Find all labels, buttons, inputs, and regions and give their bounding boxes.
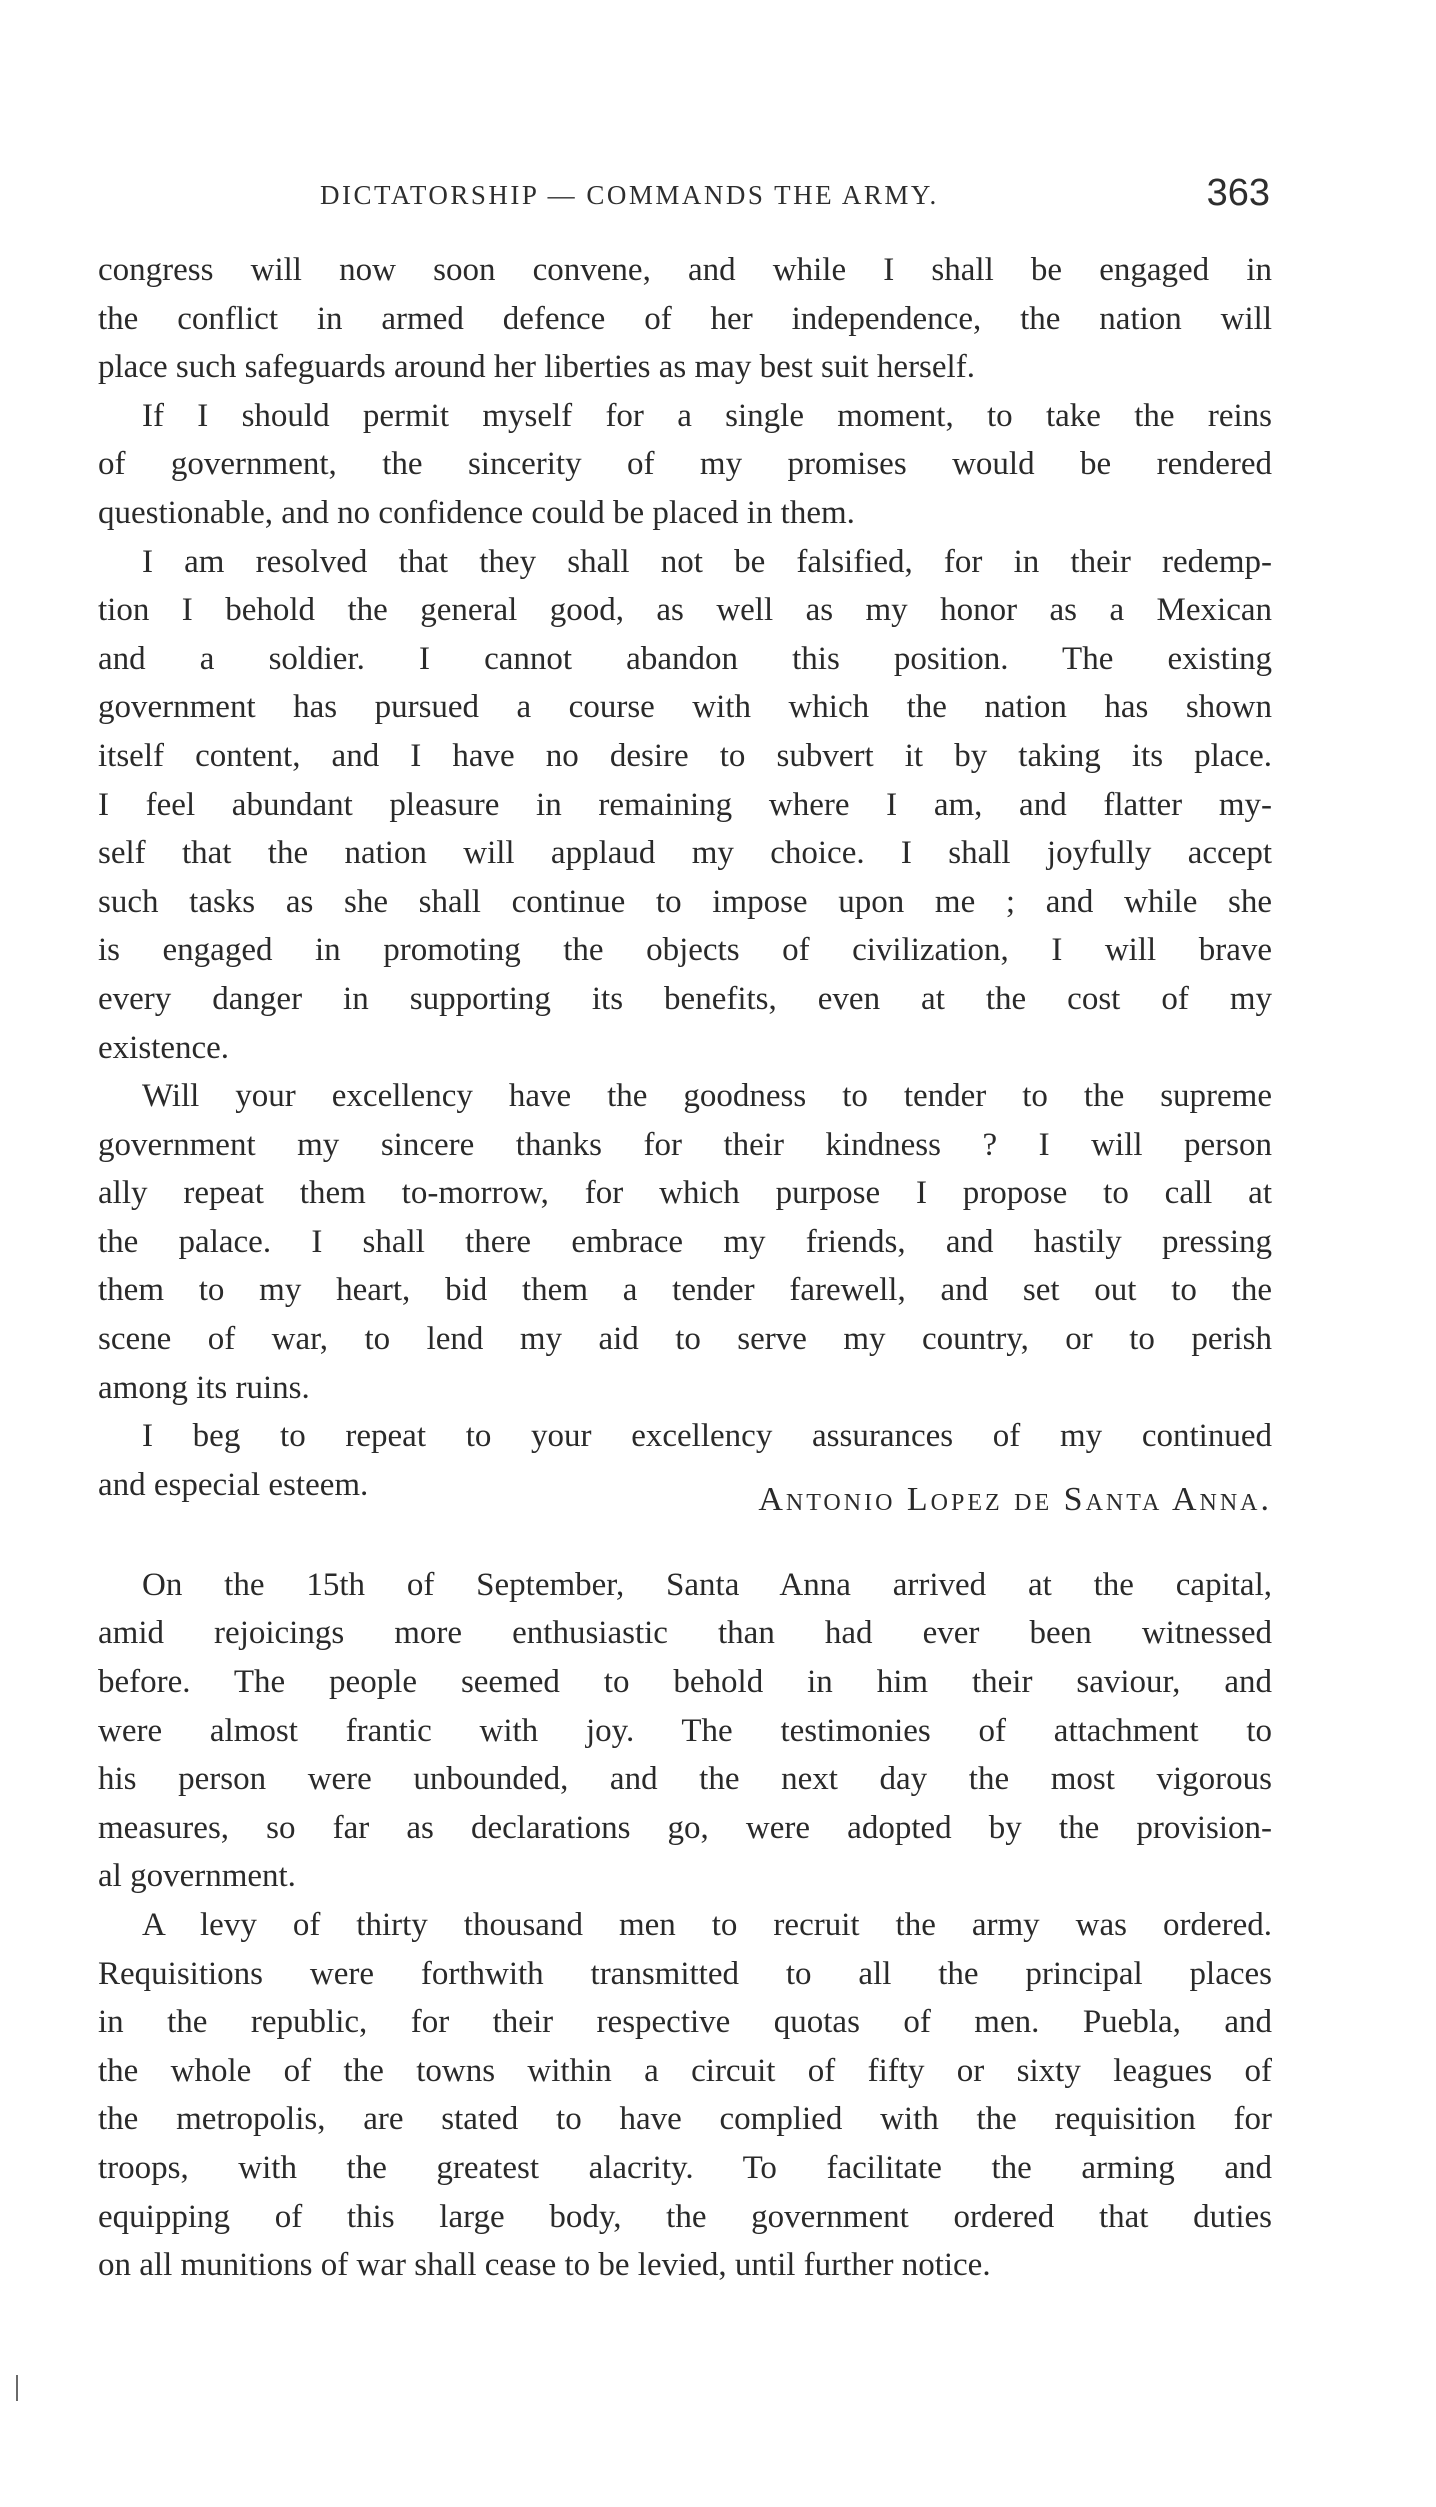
text-line: scene of war, to lend my aid to serve my country, or to perish <box>98 1321 1272 1358</box>
text-line: amid rejoicings more enthusiastic than had ever been witnessed <box>98 1615 1272 1652</box>
text-line: in the republic, for their respective quotas of men. Puebla, and <box>98 2004 1272 2041</box>
page-header <box>320 172 1270 222</box>
letter-signature: Antonio Lopez de Santa Anna. <box>758 1480 1272 1518</box>
text-line: the palace. I shall there embrace my friends, and hastily pressing <box>98 1223 1272 1260</box>
text-line: measures, so far as declarations go, were adopted by the provision- <box>98 1809 1272 1846</box>
letter-paragraph-2 <box>98 392 1272 538</box>
page-number: 363 <box>1206 172 1270 214</box>
text-line: A levy of thirty thousand men to recruit the army was ordered. <box>142 1907 1272 1943</box>
text-line: I feel abundant pleasure in remaining where I am, and flatter my- <box>98 786 1272 823</box>
text-line: the metropolis, are stated to have complied with the requisition for <box>98 2101 1272 2138</box>
text-line: his person were unbounded, and the next day the most vigorous <box>98 1761 1272 1798</box>
signature-block <box>98 1461 1272 1525</box>
text-line: government has pursued a course with which the nation has shown <box>98 689 1272 726</box>
text-line: congress will now soon convene, and while I shall be engaged in <box>98 252 1272 288</box>
text-line: before. The people seemed to behold in him their saviour, and <box>98 1664 1272 1701</box>
letter-paragraph-3 <box>98 538 1272 1073</box>
text-line: such tasks as she shall continue to impose upon me ; and while she <box>98 883 1272 920</box>
letter-paragraph-4 <box>98 1072 1272 1412</box>
text-line: among its ruins. <box>98 1369 310 1406</box>
running-head: DICTATORSHIP — COMMANDS THE ARMY. <box>320 180 939 210</box>
text-line: government my sincere thanks for their kindness ? I will person <box>98 1126 1272 1163</box>
text-line: equipping of this large body, the government ordered that duties <box>98 2198 1272 2235</box>
text-line: existence. <box>98 1029 230 1066</box>
letter-closing: and especial esteem. <box>98 1466 369 1503</box>
text-line: itself content, and I have no desire to subvert it by taking its place. <box>98 737 1272 774</box>
text-line: tion I behold the general good, as well as my honor as a Mexican <box>98 592 1272 629</box>
text-line: On the 15th of September, Santa Anna arrived at the capital, <box>142 1566 1272 1603</box>
text-line: I am resolved that they shall not be falsified, for in their redemp- <box>142 543 1272 580</box>
text-line: troops, with the greatest alacrity. To facilitate the arming and <box>98 2149 1272 2186</box>
letter-paragraph-5 <box>98 1412 1272 1525</box>
text-line: them to my heart, bid them a tender farewell, and set out to the <box>98 1272 1272 1309</box>
text-line: Requisitions were forthwith transmitted to all the principal places <box>98 1955 1272 1992</box>
section-gap <box>98 1525 1272 1561</box>
text-line: ally repeat them to-morrow, for which purpose I propose to call at <box>98 1175 1272 1212</box>
text-line: were almost frantic with joy. The testimonies of attachment to <box>98 1712 1272 1749</box>
text-line: the whole of the towns within a circuit of fifty or sixty leagues of <box>98 2052 1272 2089</box>
text-line: and a soldier. I cannot abandon this position. The existing <box>98 640 1272 677</box>
text-line: on all munitions of war shall cease to be levied, until further notice. <box>98 2247 991 2284</box>
text-line: questionable, and no confidence could be placed in them. <box>98 494 855 531</box>
text-line: every danger in supporting its benefits, even at the cost of my <box>98 980 1272 1017</box>
text-line: place such safeguards around her liberties as may best suit herself. <box>98 349 975 386</box>
text-line: is engaged in promoting the objects of civilization, I will brave <box>98 932 1272 969</box>
text-line: al government. <box>98 1858 296 1895</box>
body-text <box>98 246 1272 2290</box>
text-line: of government, the sincerity of my promises would be rendered <box>98 446 1272 483</box>
text-line: self that the nation will applaud my choice. I shall joyfully accept <box>98 835 1272 872</box>
margin-mark <box>16 2375 18 2401</box>
narrative-paragraph-1 <box>98 1561 1272 1901</box>
letter-paragraph-1 <box>98 246 1272 392</box>
narrative-paragraph-2 <box>98 1901 1272 2290</box>
text-line: I beg to repeat to your excellency assurances of my continued <box>142 1418 1272 1455</box>
text-line: If I should permit myself for a single moment, to take the reins <box>142 397 1272 434</box>
text-line: Will your excellency have the goodness to tender to the supreme <box>142 1078 1272 1115</box>
text-line: the conflict in armed defence of her independence, the nation will <box>98 300 1272 337</box>
